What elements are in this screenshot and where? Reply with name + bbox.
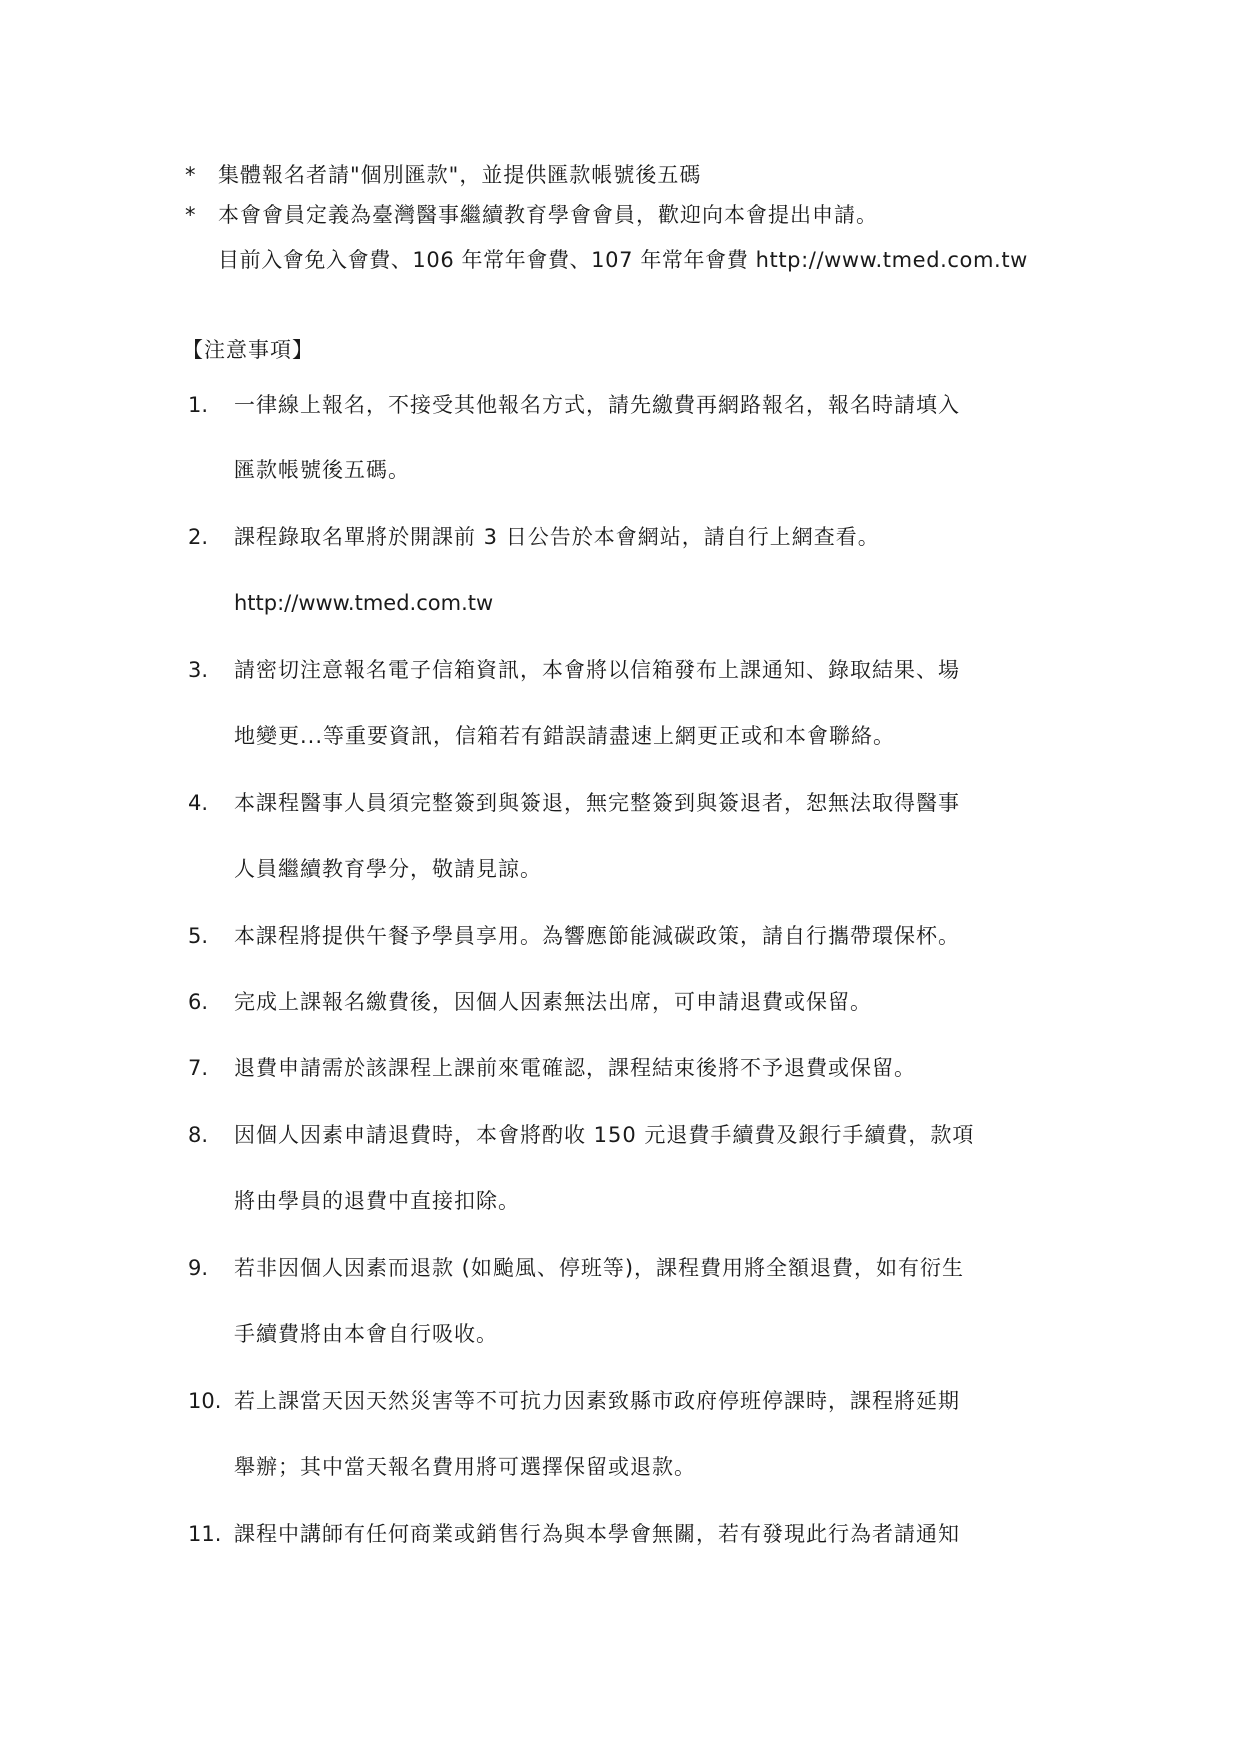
note-text: 集體報名者請"個別匯款"，並提供匯款帳號後五碼	[218, 163, 702, 187]
item-text: 一律線上報名，不接受其他報名方式，請先繳費再網路報名，報名時請填入	[234, 393, 960, 417]
item-text: 完成上課報名繳費後，因個人因素無法出席，可申請退費或保留。	[234, 990, 872, 1014]
note-text: 本會會員定義為臺灣醫事繼續教育學會會員，歡迎向本會提出申請。	[218, 203, 878, 227]
item-number: 11.	[188, 1522, 222, 1546]
item-number: 4.	[188, 791, 209, 815]
item-number: 2.	[188, 525, 209, 549]
item-number: 9.	[188, 1256, 209, 1280]
note-marker: *	[185, 203, 196, 227]
item-number: 5.	[188, 924, 209, 948]
item-text: 請密切注意報名電子信箱資訊，本會將以信箱發布上課通知、錄取結果、場	[234, 658, 960, 682]
item-number: 10.	[188, 1389, 222, 1413]
item-text: 退費申請需於該課程上課前來電確認，課程結束後將不予退費或保留。	[234, 1056, 916, 1080]
item-text: 本課程醫事人員須完整簽到與簽退，無完整簽到與簽退者，恕無法取得醫事	[234, 791, 960, 815]
item-text: 若上課當天因天然災害等不可抗力因素致縣市政府停班停課時，課程將延期	[234, 1389, 960, 1413]
note-marker: *	[185, 163, 196, 187]
item-text: 匯款帳號後五碼。	[234, 458, 410, 482]
item-text: 地變更...等重要資訊，信箱若有錯誤請盡速上網更正或和本會聯絡。	[234, 724, 896, 748]
item-text: 將由學員的退費中直接扣除。	[234, 1189, 520, 1213]
item-number: 6.	[188, 990, 209, 1014]
item-text: 舉辦；其中當天報名費用將可選擇保留或退款。	[234, 1455, 696, 1479]
item-text: 課程錄取名單將於開課前 3 日公告於本會網站，請自行上網查看。	[234, 525, 880, 549]
item-text: 人員繼續教育學分，敬請見諒。	[234, 857, 542, 881]
item-text: 若非因個人因素而退款 (如颱風、停班等)，課程費用將全額退費，如有衍生	[234, 1256, 965, 1280]
item-text: 本課程將提供午餐予學員享用。為響應節能減碳政策，請自行攜帶環保杯。	[234, 924, 960, 948]
section-heading: 【注意事項】	[182, 338, 314, 362]
membership-line: 目前入會免入會費、106 年常年會費、107 年常年會費 http://www.tmed.com.tw	[218, 248, 1028, 272]
item-number: 7.	[188, 1056, 209, 1080]
item-number: 3.	[188, 658, 209, 682]
item-number: 8.	[188, 1123, 209, 1147]
item-number: 1.	[188, 393, 209, 417]
item-text: 因個人因素申請退費時，本會將酌收 150 元退費手續費及銀行手續費，款項	[234, 1123, 975, 1147]
item-link[interactable]: http://www.tmed.com.tw	[234, 591, 494, 615]
item-text: 手續費將由本會自行吸收。	[234, 1322, 498, 1346]
item-text: 課程中講師有任何商業或銷售行為與本學會無關，若有發現此行為者請通知	[234, 1522, 960, 1546]
